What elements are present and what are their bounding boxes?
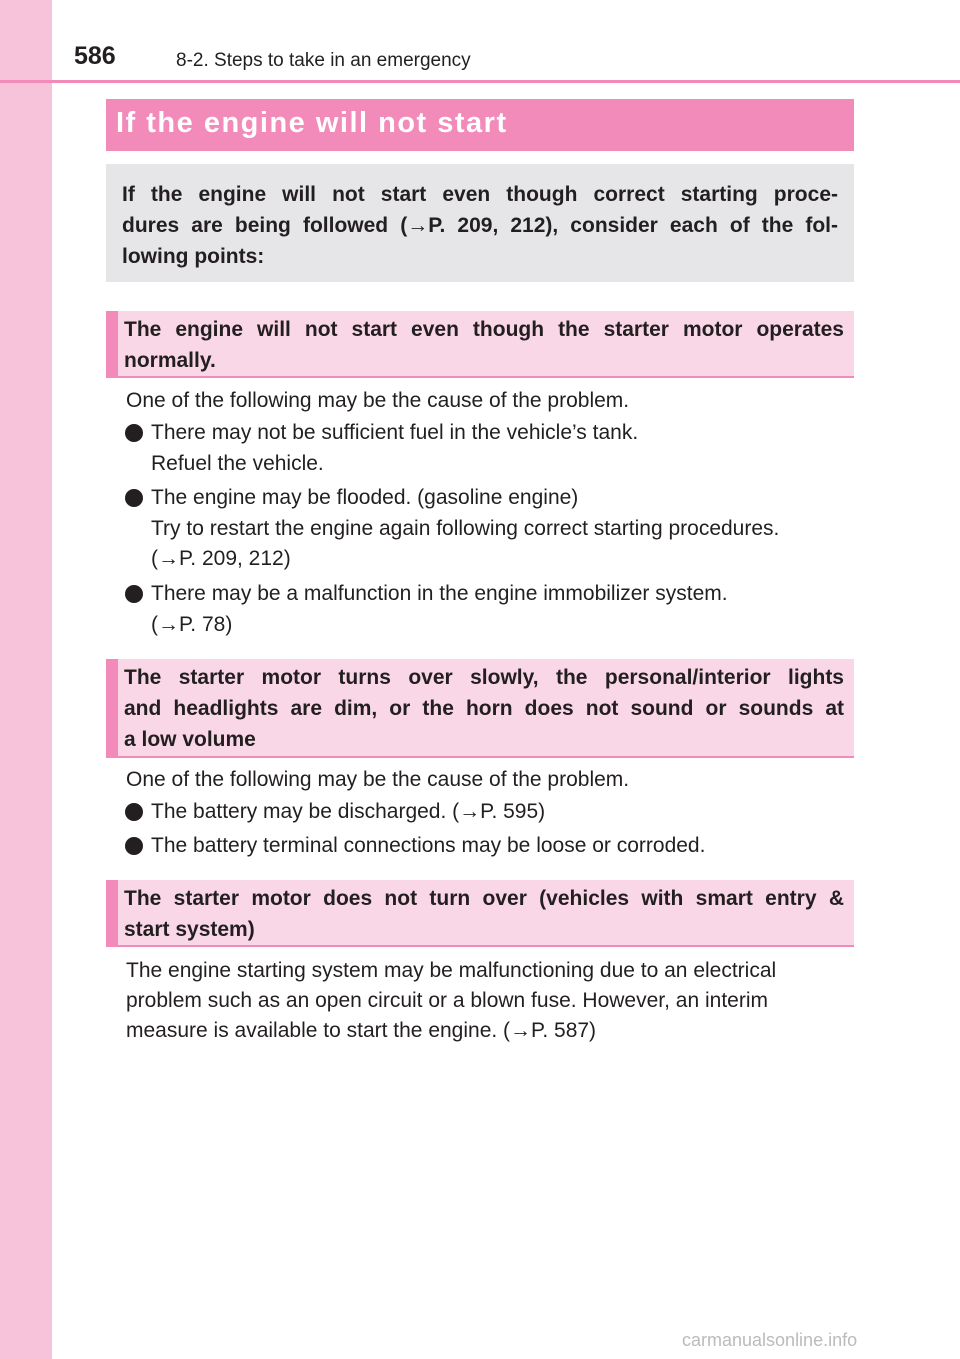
paragraph-line: measure is available to start the engine. (→P. 587) (126, 1019, 597, 1042)
side-color-strip (0, 0, 52, 1359)
subsection-heading (106, 311, 854, 378)
bullet-detail: (→P. 209, 212) (151, 547, 291, 570)
bullet-dot (125, 837, 143, 855)
watermark: carmanualsonline.info (682, 1330, 858, 1350)
heading-line: The starter motor turns over slowly, the personal/interior lights (124, 666, 844, 689)
body-paragraph (126, 956, 776, 1046)
bullet-item: The battery may be discharged. (→P. 595) (151, 800, 546, 823)
cause-lead-text: One of the following may be the cause of the problem. (126, 389, 630, 412)
bullet-detail: Refuel the vehicle. (151, 452, 324, 475)
intro-box (106, 164, 854, 282)
bullet-dot (125, 803, 143, 821)
bullet-dot (125, 585, 143, 603)
intro-line: lowing points: (122, 245, 265, 268)
intro-line: If the engine will not start even though correct starting proce- (122, 183, 838, 206)
bullet-dot (125, 424, 143, 442)
heading-line: and headlights are dim, or the horn does not sound or sounds at (124, 697, 844, 720)
heading-line: The starter motor does not turn over (vehicles with smart entry & (124, 887, 844, 910)
section-breadcrumb: 8-2. Steps to take in an emergency (176, 50, 471, 71)
heading-line: a low volume (124, 728, 256, 751)
subsection-heading (106, 880, 854, 947)
heading-line: start system) (124, 918, 255, 941)
bullet-detail: Try to restart the engine again following correct starting procedures. (151, 517, 780, 540)
paragraph-line: problem such as an open circuit or a blown fuse. However, an interim (126, 989, 768, 1012)
header-divider (0, 80, 960, 83)
bullet-detail: (→P. 78) (151, 613, 233, 636)
heading-line: The engine will not start even though the starter motor operates (124, 318, 844, 341)
page-number: 586 (74, 42, 116, 70)
heading-line: normally. (124, 349, 216, 372)
bullet-item: There may be a malfunction in the engine immobilizer system. (151, 582, 728, 605)
cause-lead-text: One of the following may be the cause of the problem. (126, 768, 630, 791)
bullet-item: The engine may be flooded. (gasoline engine) (151, 486, 579, 509)
bullet-item: The battery terminal connections may be loose or corroded. (151, 834, 706, 857)
intro-line: dures are being followed (→P. 209, 212), consider each of the fol- (122, 214, 838, 237)
bullet-item: There may not be sufficient fuel in the vehicle’s tank. (151, 421, 639, 444)
paragraph-line: The engine starting system may be malfunctioning due to an electrical (126, 959, 777, 982)
subsection-heading (106, 659, 854, 758)
title-banner (106, 99, 854, 151)
page-title: If the engine will not start (116, 107, 508, 139)
bullet-dot (125, 489, 143, 507)
